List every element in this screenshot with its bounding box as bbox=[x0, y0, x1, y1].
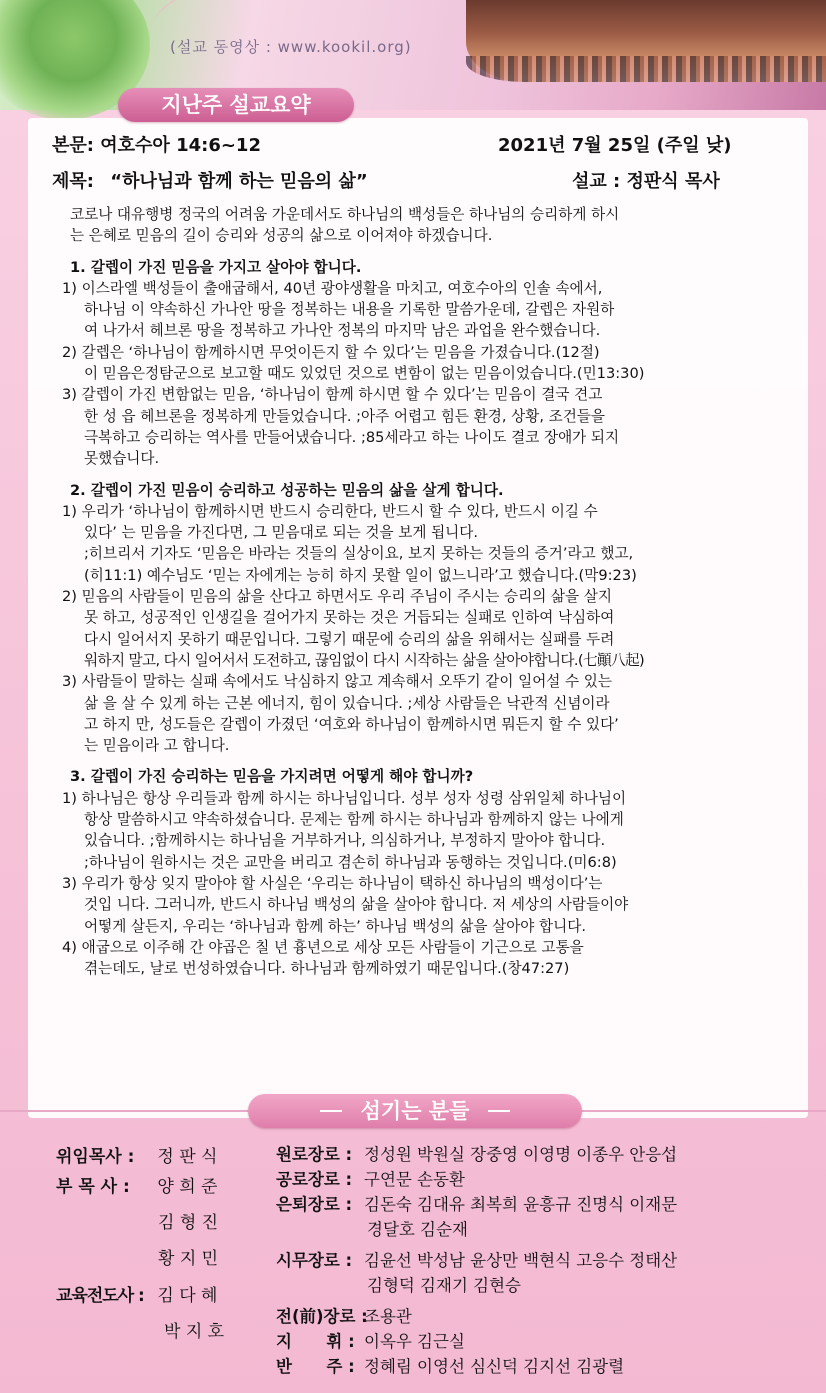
sermon-date: 2021년 7월 25일 (주일 낮) bbox=[498, 135, 732, 156]
staff-row bbox=[56, 1144, 224, 1171]
elder-row bbox=[276, 1354, 677, 1379]
intro-line: 는 은혜로 믿음의 길이 승리와 성공의 삶으로 이어져야 하겠습니다. bbox=[70, 227, 493, 245]
staff-name: 황 지 민 bbox=[158, 1249, 219, 1269]
section-heading-1: 1. 갈렙이 가진 믿음을 가지고 살아야 합니다. bbox=[70, 258, 362, 276]
section-heading-3: 3. 갈렙이 가진 승리하는 믿음을 가지려면 어떻게 해야 합니까? bbox=[70, 768, 474, 786]
staff-role: 위임목사 : bbox=[56, 1147, 135, 1167]
sermon-title: “하나님과 함께 하는 믿음의 삶” bbox=[110, 171, 368, 192]
body-line: 는 믿음이라 고 합니다. bbox=[84, 737, 230, 755]
title-label: 제목: bbox=[52, 171, 94, 192]
elder-row bbox=[276, 1142, 677, 1167]
elder-names: 이옥우 김근실 bbox=[364, 1332, 465, 1351]
title-line bbox=[52, 167, 368, 193]
preacher-name: 정판식 목사 bbox=[626, 171, 720, 192]
elder-names: 구연문 손동환 bbox=[364, 1170, 465, 1189]
staff-row bbox=[56, 1174, 224, 1201]
body-line: ;히브리서 기자도 ‘믿음은 바라는 것들의 실상이요, 보지 못하는 것들의 증거’라고 했고, bbox=[84, 545, 634, 563]
staff-list bbox=[56, 1144, 224, 1346]
body-line: 이 믿음은정탐군으로 보고할 때도 있었던 것으로 변함이 없는 믿음이었습니다.(민13:30) bbox=[84, 365, 645, 383]
body-line: 것입 니다. 그러니까, 반드시 하나님 백성의 삶을 살아야 합니다. 저 세상의 사람들이야 bbox=[84, 896, 629, 914]
body-line: 겪는데도, 날로 번성하였습니다. 하나님과 함께하였기 때문입니다.(창47:27) bbox=[84, 960, 570, 978]
elder-row bbox=[276, 1192, 677, 1217]
staff-row bbox=[56, 1283, 224, 1310]
intro-line: 코로나 대유행병 정국의 어려움 가운데서도 하나님의 백성들은 하나님의 승리하게 하시 bbox=[70, 206, 620, 223]
body-line: 1) 이스라엘 백성들이 출애굽해서, 40년 광야생활을 마치고, 여호수아의 인솔 속에서, bbox=[62, 279, 603, 297]
body-line: ;하나님이 원하시는 것은 교만을 버리고 겸손히 하나님과 동행하는 것입니다.(미6:8) bbox=[84, 853, 617, 871]
elder-names: 정성원 박원실 장중영 이영명 이종우 안응섭 bbox=[364, 1145, 678, 1164]
preacher-line bbox=[572, 167, 720, 193]
elder-names: 김윤선 박성남 윤상만 백현식 고응수 정태산 bbox=[364, 1251, 678, 1270]
elder-names: 정혜림 이영선 심신덕 김지선 김광렬 bbox=[364, 1357, 625, 1376]
elder-names: 조용관 bbox=[364, 1307, 412, 1326]
body-line: 1) 하나님은 항상 우리들과 함께 하시는 하나님입니다. 성부 성자 성령 삼위일체 하나님이 bbox=[62, 789, 627, 807]
body-line: 한 성 읍 헤브론을 정복하게 만들었습니다. ;아주 어렵고 힘든 환경, 상황, 조건들을 bbox=[84, 407, 605, 425]
scripture-label: 본문: bbox=[52, 135, 94, 156]
scripture-ref: 여호수아 14:6~12 bbox=[100, 135, 261, 156]
staff-role: 교육전도사 : bbox=[56, 1286, 144, 1306]
body-line: 3) 갈렙이 가진 변함없는 믿음, ‘하나님이 함께 하시면 할 수 있다’는 믿음이 결국 견고 bbox=[62, 386, 603, 404]
body-line: 2) 갈렙은 ‘하나님이 함께하시면 무엇이든지 할 수 있다’는 믿음을 가졌습니다.(12절) bbox=[62, 343, 600, 361]
body-line: 어떻게 살든지, 우리는 ‘하나님과 함께 하는’ 하나님 백성의 삶을 살아야 합니다. bbox=[84, 917, 586, 935]
preacher-label: 설교 : bbox=[572, 171, 621, 192]
elder-names: 경달호 김순재 bbox=[367, 1220, 468, 1239]
staff-name: 김 형 진 bbox=[158, 1213, 219, 1233]
staff-name: 양 희 준 bbox=[157, 1177, 218, 1197]
body-line: 2) 믿음의 사람들이 믿음의 삶을 산다고 하면서도 우리 주님이 주시는 승리의 삶을 살지 bbox=[62, 588, 612, 606]
body-line: 1) 우리가 ‘하나님이 함께하시면 반드시 승리한다, 반드시 할 수 있다, 반드시 이길 수 bbox=[62, 502, 598, 520]
elder-row bbox=[276, 1304, 677, 1329]
elder-role: 은퇴장로 : bbox=[276, 1195, 353, 1214]
elders-list bbox=[276, 1142, 677, 1379]
body-line: 다시 일어서지 못하기 때문입니다. 그렇기 때문에 승리의 삶을 위해서는 실패를 두려 bbox=[84, 630, 615, 648]
body-line: 못했습니다. bbox=[84, 450, 160, 468]
body-line: 항상 말씀하시고 약속하셨습니다. 문제는 함께 하시는 하나님과 함께하지 않는 나에게 bbox=[84, 811, 624, 829]
body-line: 있습니다. ;함께하시는 하나님을 거부하거나, 의심하거나, 부정하지 말아야 합니다. bbox=[84, 832, 606, 850]
staff-name: 박 지 호 bbox=[164, 1322, 225, 1342]
elder-role: 전(前)장로 : bbox=[276, 1307, 368, 1326]
staff-role: 부 목 사 : bbox=[56, 1177, 130, 1197]
sermon-video-url[interactable]: (설교 동영상 : www.kookil.org) bbox=[170, 38, 412, 56]
body-line: 못 하고, 성공적인 인생길을 걸어가지 못하는 것은 거듭되는 실패로 인하여 낙심하여 bbox=[84, 609, 615, 627]
scripture-line bbox=[52, 131, 261, 157]
elder-role: 공로장로 : bbox=[276, 1170, 353, 1189]
body-line: 삶 을 살 수 있게 하는 근본 에너지, 힘이 있습니다. ;세상 사람들은 낙관적 신념이라 bbox=[84, 694, 610, 712]
elder-role: 시무장로 : bbox=[276, 1251, 353, 1270]
body-line: 워하지 말고, 다시 일어서서 도전하고, 끊임없이 다시 시작하는 삶을 살아야합니다.(七顚八起) bbox=[84, 651, 645, 669]
sermon-body bbox=[62, 204, 772, 979]
elder-row bbox=[276, 1167, 677, 1192]
body-line: 하나님 이 약속하신 가나안 땅을 정복하는 내용을 기록한 말씀가운데, 갈렙은 자원하 bbox=[84, 301, 615, 319]
staff-name: 정 판 식 bbox=[157, 1147, 218, 1167]
elder-role: 지 휘 : bbox=[276, 1332, 355, 1351]
elder-role: 반 주 : bbox=[276, 1357, 355, 1376]
body-line: 고 하지 만, 성도들은 갈렙이 가졌던 ‘여호와 하나님이 함께하시면 뭐든지 할 수 있다’ bbox=[84, 715, 619, 733]
elder-names: 김형덕 김재기 김현승 bbox=[367, 1276, 521, 1295]
elder-role: 원로장로 : bbox=[276, 1145, 353, 1164]
section-title-sermon: 지난주 설교요약 bbox=[118, 88, 354, 122]
body-line: 있다’ 는 믿음을 가진다면, 그 믿음대로 되는 것을 보게 됩니다. bbox=[84, 524, 479, 542]
elder-row bbox=[276, 1329, 677, 1354]
body-line: 3) 사람들이 말하는 실패 속에서도 낙심하지 않고 계속해서 오뚜기 같이 일어설 수 있는 bbox=[62, 673, 612, 691]
body-line: 4) 애굽으로 이주해 간 야곱은 칠 년 흉년으로 세상 모든 사람들이 기근으로 고통을 bbox=[62, 938, 584, 956]
elder-names: 김돈숙 김대유 최복희 윤흥규 진명식 이재문 bbox=[364, 1195, 678, 1214]
section-heading-2: 2. 갈렙이 가진 믿음이 승리하고 성공하는 믿음의 삶을 살게 합니다. bbox=[70, 481, 504, 499]
staff-name: 김 다 혜 bbox=[157, 1286, 218, 1306]
elder-row bbox=[276, 1248, 677, 1273]
congregation-photo bbox=[466, 0, 826, 82]
body-line: 3) 우리가 항상 잊지 말아야 할 사실은 ‘우리는 하나님이 택하신 하나님의 백성이다’는 bbox=[62, 874, 603, 892]
body-line: 여 나가서 헤브론 땅을 정복하고 가나안 정복의 마지막 남은 과업을 완수했습니다. bbox=[84, 322, 601, 340]
section-title-serving: 섬기는 분들 bbox=[248, 1094, 582, 1128]
body-line: (히11:1) 예수님도 ‘믿는 자에게는 능히 하지 못할 일이 없느니라’고 했습니다.(막9:23) bbox=[84, 566, 637, 584]
body-line: 극복하고 승리하는 역사를 만들어냈습니다. ;85세라고 하는 나이도 결코 장애가 되지 bbox=[84, 428, 620, 446]
